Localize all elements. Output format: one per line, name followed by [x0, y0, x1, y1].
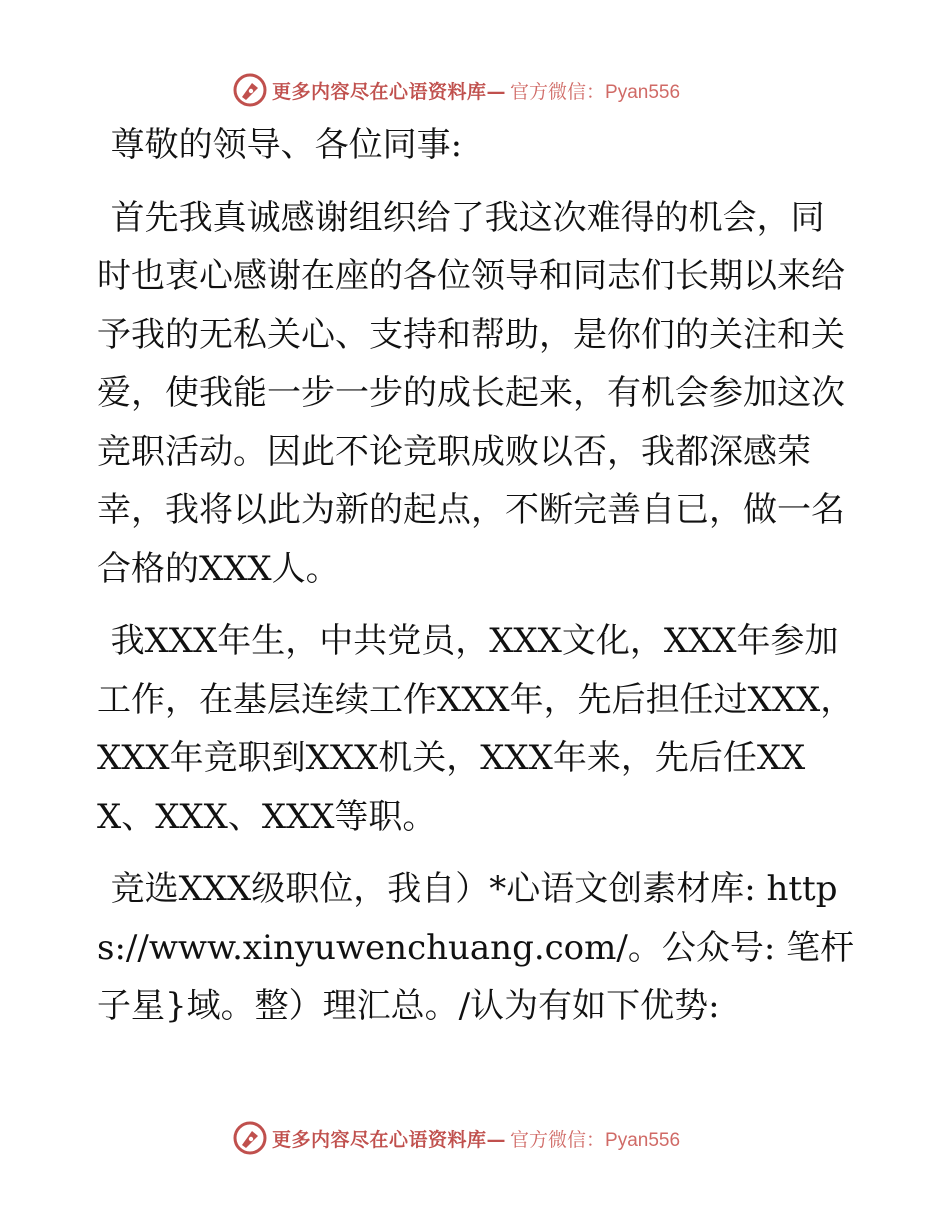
banner-wechat-text: 官方微信：Pyan556 [510, 81, 681, 103]
paragraph-gratitude: 首先我真诚感谢组织给了我这次难得的机会，同时也衷心感谢在座的各位领导和同志们长期以来给予我的无私关心、支持和帮助，是你们的关注和关爱，使我能一步一步的成长起来，有机会参加这次竞职活动。因此不论竞职成败以否，我都深感荣幸，我将以此为新的起点，不断完善自已，做一名合格的XXX人。 [97, 197, 845, 589]
document-body [97, 116, 857, 1050]
header-banner [232, 70, 680, 110]
paragraph-background: 我XXX年生，中共党员，XXX文化，XXX年参加工作，在基层连续工作XXX年，先后担任过XXX，XXX年竞职到XXX机关，XXX年来，先后任XXX、XXX、XXX等职。 [97, 621, 855, 837]
pen-nib-logo-icon [232, 72, 268, 108]
banner-brand-text: 更多内容尽在心语资料库— [272, 80, 507, 103]
salutation: 尊敬的领导、各位同事: [110, 125, 463, 165]
banner-brand-text: 更多内容尽在心语资料库— [272, 1128, 507, 1151]
pen-nib-logo-icon [232, 1120, 268, 1156]
footer-banner [232, 1118, 680, 1158]
paragraph-advantages: 竞选XXX级职位，我自）*心语文创素材库: https://www.xinyuwenchuang.com/。公众号: 笔杆子星}域。整）理汇总。/认为有如下优势: [97, 869, 855, 1026]
banner-wechat-text: 官方微信：Pyan556 [510, 1129, 681, 1151]
